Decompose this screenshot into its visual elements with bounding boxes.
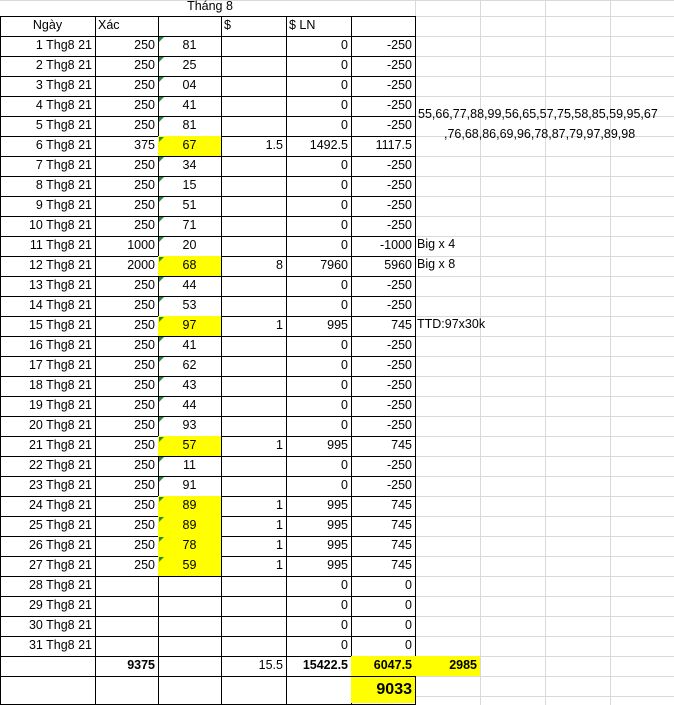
border-vertical	[415, 16, 416, 705]
cell-ln[interactable]: 0	[341, 298, 348, 312]
text-number-indicator-icon	[159, 537, 164, 542]
cell-ln[interactable]: 0	[341, 338, 348, 352]
text-number-indicator-icon	[159, 417, 164, 422]
cell-number[interactable]: 89	[158, 516, 221, 536]
cell-xac[interactable]	[95, 636, 158, 656]
cell-number[interactable]: 20	[182, 238, 197, 252]
cell-dollar[interactable]	[221, 456, 286, 476]
cell-profit[interactable]: -250	[386, 158, 412, 172]
cell-profit[interactable]: 745	[391, 438, 412, 452]
cell-xac[interactable]: 250	[134, 78, 155, 92]
cell-dollar[interactable]: 1.5	[265, 138, 283, 152]
cell-profit[interactable]: 745	[391, 518, 412, 532]
cell-dollar[interactable]: 1	[276, 518, 283, 532]
cell-dollar[interactable]	[221, 216, 286, 236]
cell-ln[interactable]: 995	[327, 538, 348, 552]
header-ln[interactable]: $ LN	[289, 18, 316, 32]
cell-number[interactable]: 43	[182, 378, 197, 392]
cell-ln[interactable]: 995	[327, 518, 348, 532]
cell-ln[interactable]: 0	[341, 58, 348, 72]
text-number-indicator-icon	[159, 257, 164, 262]
cell-xac[interactable]: 250	[134, 58, 155, 72]
cell-ln[interactable]: 0	[341, 98, 348, 112]
text-number-indicator-icon	[159, 217, 164, 222]
cell-xac[interactable]: 1000	[127, 238, 155, 252]
header-dollar[interactable]: $	[224, 18, 231, 32]
cell-ln[interactable]: 995	[327, 318, 348, 332]
total-xac[interactable]: 9375	[127, 658, 155, 672]
cell-xac[interactable]	[95, 596, 158, 616]
cell-number[interactable]: 41	[182, 338, 197, 352]
text-number-indicator-icon	[159, 397, 164, 402]
cell-ln[interactable]: 7960	[320, 258, 348, 272]
cell-xac[interactable]: 250	[134, 478, 155, 492]
cell-number[interactable]: 41	[182, 98, 197, 112]
cell-ln[interactable]: 0	[341, 398, 348, 412]
cell-xac[interactable]: 250	[134, 518, 155, 532]
note-ttd[interactable]: TTD:97x30k	[417, 317, 486, 331]
cell-date[interactable]: 11 Thg8 21	[29, 238, 92, 252]
text-number-indicator-icon	[159, 457, 164, 462]
cell-date[interactable]: 9 Thg8 21	[35, 198, 92, 212]
cell-ln[interactable]: 0	[341, 618, 348, 632]
cell-date[interactable]: 28 Thg8 21	[28, 578, 92, 592]
cell-ln[interactable]: 0	[341, 638, 348, 652]
cell-date[interactable]: 18 Thg8 21	[28, 378, 92, 392]
cell-number[interactable]: 53	[182, 298, 197, 312]
cell-xac[interactable]: 250	[134, 38, 155, 52]
cell-ln[interactable]: 0	[341, 78, 348, 92]
cell-date[interactable]: 30 Thg8 21	[28, 618, 92, 632]
cell-ln[interactable]: 0	[341, 38, 348, 52]
cell-xac[interactable]: 250	[134, 418, 155, 432]
text-number-indicator-icon	[159, 97, 164, 102]
text-number-indicator-icon	[159, 337, 164, 342]
gridline-vertical	[610, 0, 611, 705]
cell-xac[interactable]: 250	[134, 318, 155, 332]
cell-date[interactable]: 27 Thg8 21	[28, 558, 92, 572]
text-number-indicator-icon	[159, 557, 164, 562]
cell-dollar[interactable]	[221, 576, 286, 596]
cell-number[interactable]: 11	[183, 458, 196, 472]
cell-dollar[interactable]	[221, 616, 286, 636]
cell-dollar[interactable]	[221, 236, 286, 256]
cell-number[interactable]: 71	[182, 218, 197, 232]
text-number-indicator-icon	[159, 297, 164, 302]
cell-dollar[interactable]	[221, 636, 286, 656]
cell-date[interactable]: 8 Thg8 21	[35, 178, 92, 192]
cell-dollar[interactable]	[221, 116, 286, 136]
cell-xac[interactable]: 250	[134, 398, 155, 412]
cell-ln[interactable]: 0	[341, 118, 348, 132]
cell-dollar[interactable]	[221, 376, 286, 396]
cell-date[interactable]: 3 Thg8 21	[35, 78, 92, 92]
cell-profit[interactable]: 0	[405, 578, 412, 592]
cell-number[interactable]	[158, 616, 221, 636]
cell-ln[interactable]: 0	[341, 198, 348, 212]
cell-number[interactable]: 81	[182, 118, 197, 132]
numbers-note-line2[interactable]: ,76,68,86,69,96,78,87,79,97,89,98	[444, 127, 636, 141]
cell-date[interactable]: 31 Thg8 21	[28, 638, 92, 652]
cell-date[interactable]: 25 Thg8 21	[28, 518, 92, 532]
cell-ln[interactable]: 0	[341, 358, 348, 372]
cell-dollar[interactable]: 1	[276, 538, 283, 552]
cell-ln[interactable]: 995	[327, 498, 348, 512]
cell-number[interactable]: 57	[158, 436, 221, 456]
cell-ln[interactable]: 0	[341, 598, 348, 612]
text-number-indicator-icon	[159, 177, 164, 182]
cell-dollar[interactable]	[221, 416, 286, 436]
cell-profit[interactable]: -250	[386, 358, 412, 372]
cell-date[interactable]: 1 Thg8 21	[35, 38, 92, 52]
cell-xac[interactable]: 250	[134, 358, 155, 372]
cell-xac[interactable]: 250	[134, 98, 155, 112]
text-number-indicator-icon	[159, 277, 164, 282]
cell-date[interactable]: 24 Thg8 21	[28, 498, 92, 512]
cell-ln[interactable]: 0	[341, 158, 348, 172]
cell-date[interactable]: 16 Thg8 21	[28, 338, 92, 352]
cell-dollar[interactable]: 1	[276, 318, 283, 332]
gridline-horizontal	[0, 0, 674, 1]
cell-number[interactable]: 51	[182, 198, 197, 212]
cell-number[interactable]	[158, 636, 221, 656]
cell-dollar[interactable]	[221, 156, 286, 176]
cell-dollar[interactable]	[221, 56, 286, 76]
cell-date[interactable]: 7 Thg8 21	[35, 158, 92, 172]
cell-date[interactable]: 5 Thg8 21	[35, 118, 92, 132]
text-number-indicator-icon	[159, 517, 164, 522]
cell-profit[interactable]: -250	[386, 418, 412, 432]
cell-profit[interactable]: 0	[405, 638, 412, 652]
cell-date[interactable]: 13 Thg8 21	[28, 278, 92, 292]
cell-number[interactable]: 44	[182, 398, 197, 412]
cell-number[interactable]: 97	[158, 316, 221, 336]
cell-ln[interactable]: 1492.5	[309, 138, 348, 152]
cell-number[interactable]: 15	[182, 178, 197, 192]
cell-profit[interactable]: 0	[405, 618, 412, 632]
cell-date[interactable]: 19 Thg8 21	[28, 398, 92, 412]
cell-xac[interactable]	[95, 576, 158, 596]
cell-xac[interactable]: 250	[134, 218, 155, 232]
cell-date[interactable]: 17 Thg8 21	[28, 358, 92, 372]
cell-date[interactable]: 29 Thg8 21	[28, 598, 92, 612]
cell-date[interactable]: 14 Thg8 21	[28, 298, 92, 312]
cell-dollar[interactable]	[221, 356, 286, 376]
cell-number[interactable]: 25	[182, 58, 197, 72]
text-number-indicator-icon	[159, 157, 164, 162]
cell-ln[interactable]: 0	[341, 238, 348, 252]
cell-xac[interactable]: 2000	[127, 258, 155, 272]
cell-number[interactable]: 91	[182, 478, 197, 492]
cell-date[interactable]: 4 Thg8 21	[35, 98, 92, 112]
cell-profit[interactable]: 1117.5	[375, 138, 412, 152]
cell-ln[interactable]: 0	[341, 378, 348, 392]
cell-ln[interactable]: 0	[341, 578, 348, 592]
cell-profit[interactable]: -1000	[380, 238, 412, 252]
cell-dollar[interactable]	[221, 176, 286, 196]
cell-profit[interactable]: 5960	[384, 258, 412, 272]
cell-profit[interactable]: -250	[386, 38, 412, 52]
cell-dollar[interactable]	[221, 296, 286, 316]
cell-profit[interactable]: 0	[405, 598, 412, 612]
cell-xac[interactable]: 250	[134, 158, 155, 172]
gridline-vertical	[545, 0, 546, 705]
total-profit[interactable]: 6047.5	[351, 656, 415, 676]
cell-dollar[interactable]	[221, 96, 286, 116]
gridline-vertical	[480, 0, 481, 705]
cell-date[interactable]: 15 Thg8 21	[28, 318, 92, 332]
cell-dollar[interactable]	[221, 476, 286, 496]
cell-profit[interactable]: -250	[386, 118, 412, 132]
cell-number[interactable]: 62	[182, 358, 197, 372]
cell-xac[interactable]: 250	[134, 438, 155, 452]
cell-xac[interactable]: 250	[134, 458, 155, 472]
cell-number[interactable]	[158, 596, 221, 616]
cell-profit[interactable]: -250	[386, 178, 412, 192]
cell-profit[interactable]: 745	[391, 538, 412, 552]
cell-date[interactable]: 12 Thg8 21	[28, 258, 92, 272]
cell-date[interactable]: 26 Thg8 21	[28, 538, 92, 552]
cell-profit[interactable]: -250	[386, 218, 412, 232]
total-extra[interactable]: 2985	[415, 656, 480, 676]
cell-xac[interactable]: 250	[134, 118, 155, 132]
cell-dollar[interactable]: 1	[276, 438, 283, 452]
text-number-indicator-icon	[159, 237, 164, 242]
cell-xac[interactable]: 250	[134, 558, 155, 572]
text-number-indicator-icon	[159, 77, 164, 82]
cell-number[interactable]: 44	[182, 278, 197, 292]
cell-number[interactable]: 89	[158, 496, 221, 516]
text-number-indicator-icon	[159, 377, 164, 382]
header-number[interactable]	[158, 16, 221, 36]
cell-dollar[interactable]	[221, 76, 286, 96]
cell-profit[interactable]: -250	[386, 378, 412, 392]
cell-date[interactable]: 10 Thg8 21	[28, 218, 92, 232]
cell-profit[interactable]: -250	[386, 458, 412, 472]
cell-profit[interactable]: -250	[386, 398, 412, 412]
cell-profit[interactable]: 745	[391, 558, 412, 572]
cell-dollar[interactable]	[221, 36, 286, 56]
note-big-x8[interactable]: Big x 8	[417, 257, 456, 271]
cell-ln[interactable]: 995	[327, 558, 348, 572]
cell-dollar[interactable]	[221, 596, 286, 616]
cell-ln[interactable]: 0	[341, 418, 348, 432]
cell-ln[interactable]: 0	[341, 458, 348, 472]
cell-xac[interactable]: 250	[134, 298, 155, 312]
cell-profit[interactable]: 745	[391, 318, 412, 332]
cell-date[interactable]: 22 Thg8 21	[28, 458, 92, 472]
text-number-indicator-icon	[159, 137, 164, 142]
cell-profit[interactable]: -250	[386, 58, 412, 72]
cell-xac[interactable]: 250	[134, 178, 155, 192]
total-dollar[interactable]: 15.5	[258, 658, 283, 672]
cell-profit[interactable]: -250	[386, 78, 412, 92]
text-number-indicator-icon	[159, 197, 164, 202]
cell-dollar[interactable]	[221, 336, 286, 356]
text-number-indicator-icon	[159, 437, 164, 442]
cell-ln[interactable]: 0	[341, 278, 348, 292]
cell-dollar[interactable]: 1	[276, 498, 283, 512]
cell-xac[interactable]: 250	[134, 538, 155, 552]
cell-xac[interactable]: 250	[134, 498, 155, 512]
header-profit[interactable]	[351, 16, 415, 36]
cell-number[interactable]: 67	[158, 136, 221, 156]
text-number-indicator-icon	[159, 117, 164, 122]
cell-date[interactable]: 20 Thg8 21	[28, 418, 92, 432]
cell-profit[interactable]: -250	[386, 478, 412, 492]
cell-date[interactable]: 2 Thg8 21	[35, 58, 92, 72]
cell-dollar[interactable]: 8	[276, 258, 283, 272]
cell-dollar[interactable]	[221, 276, 286, 296]
cell-dollar[interactable]: 1	[276, 558, 283, 572]
cell-number[interactable]: 93	[182, 418, 197, 432]
cell-profit[interactable]: -250	[386, 198, 412, 212]
cell-xac[interactable]: 250	[134, 338, 155, 352]
header-date[interactable]: Ngày	[32, 18, 63, 32]
cell-dollar[interactable]	[221, 396, 286, 416]
text-number-indicator-icon	[159, 57, 164, 62]
cell-xac[interactable]: 250	[134, 378, 155, 392]
cell-xac[interactable]	[95, 616, 158, 636]
month-title[interactable]: Tháng 8	[187, 0, 233, 13]
cell-date[interactable]: 23 Thg8 21	[28, 478, 92, 492]
text-number-indicator-icon	[159, 477, 164, 482]
cell-number[interactable]	[158, 576, 221, 596]
text-number-indicator-icon	[159, 357, 164, 362]
cell-number[interactable]: 68	[158, 256, 221, 276]
cell-number[interactable]: 81	[182, 38, 197, 52]
cell-number[interactable]: 34	[182, 158, 197, 172]
cell-profit[interactable]: 745	[391, 498, 412, 512]
grand-total[interactable]: 9033	[351, 677, 415, 703]
header-xac[interactable]: Xác	[98, 18, 120, 32]
cell-ln[interactable]: 995	[327, 438, 348, 452]
cell-profit[interactable]: -250	[386, 278, 412, 292]
cell-xac[interactable]: 250	[134, 198, 155, 212]
cell-number[interactable]: 59	[158, 556, 221, 576]
cell-ln[interactable]: 0	[341, 178, 348, 192]
cell-number[interactable]: 78	[158, 536, 221, 556]
cell-date[interactable]: 6 Thg8 21	[35, 138, 92, 152]
numbers-note-line1[interactable]: 55,66,77,88,99,56,65,57,75,58,85,59,95,67	[418, 107, 658, 121]
cell-profit[interactable]: -250	[386, 338, 412, 352]
cell-xac[interactable]: 375	[134, 138, 155, 152]
note-big-x4[interactable]: Big x 4	[417, 237, 456, 251]
cell-ln[interactable]: 0	[341, 218, 348, 232]
cell-date[interactable]: 21 Thg8 21	[28, 438, 92, 452]
total-ln[interactable]: 15422.5	[302, 658, 348, 672]
cell-ln[interactable]: 0	[341, 478, 348, 492]
text-number-indicator-icon	[159, 37, 164, 42]
cell-dollar[interactable]	[221, 196, 286, 216]
cell-profit[interactable]: -250	[386, 98, 412, 112]
cell-number[interactable]: 04	[182, 78, 197, 92]
cell-profit[interactable]: -250	[386, 298, 412, 312]
text-number-indicator-icon	[159, 497, 164, 502]
cell-xac[interactable]: 250	[134, 278, 155, 292]
text-number-indicator-icon	[159, 317, 164, 322]
